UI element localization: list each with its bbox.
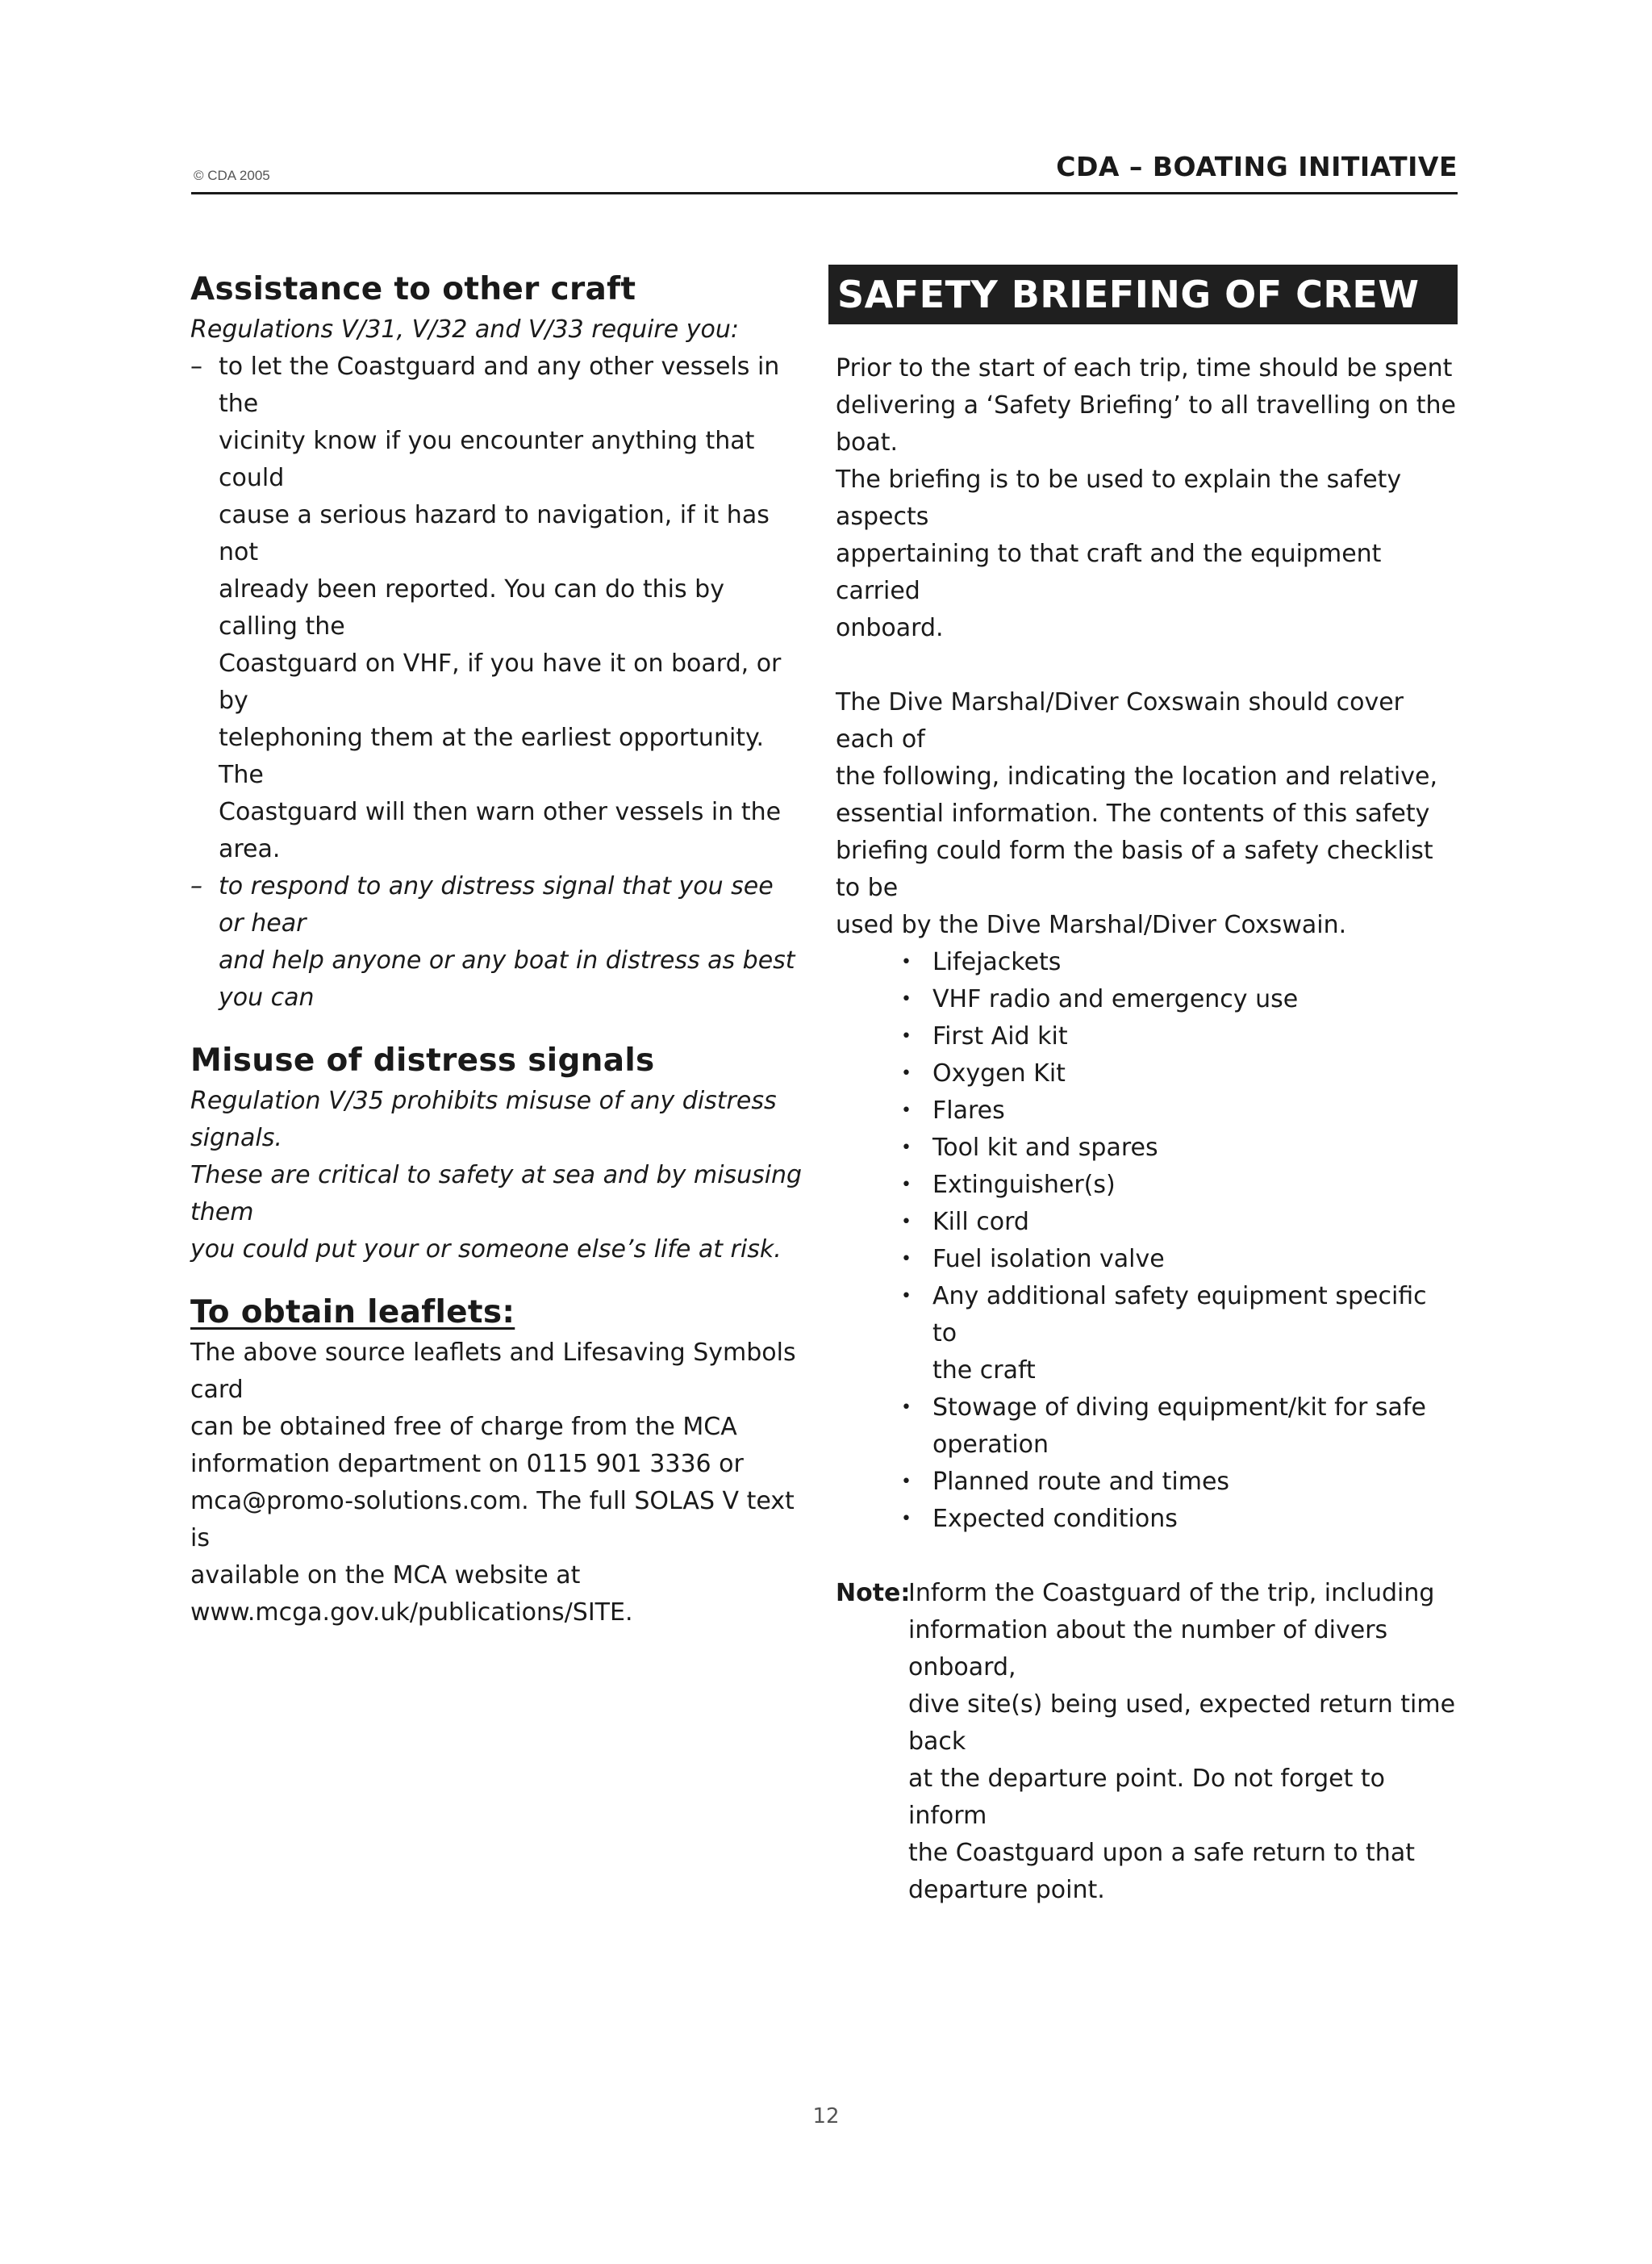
bullet-marker: • (901, 1101, 912, 1121)
misuse-text (190, 1083, 803, 1268)
line: Prior to the start of each trip, time should be spent (836, 354, 1453, 382)
list-item (836, 1055, 1458, 1092)
item-text: Kill cord (932, 1208, 1029, 1236)
dash-marker: – (190, 872, 202, 900)
list-item (836, 944, 1458, 981)
bullet-marker: • (901, 1249, 912, 1269)
item-text: operation (932, 1431, 1049, 1459)
line: at the departure point. Do not forget to inform (908, 1765, 1386, 1830)
line: The briefing is to be used to explain the safety aspects (836, 466, 1402, 531)
item-text: Lifejackets (932, 948, 1062, 976)
item-text: Flares (932, 1096, 1005, 1125)
line: telephoning them at the earliest opportunity. The (219, 724, 765, 789)
item-text: Extinguisher(s) (932, 1171, 1116, 1199)
list-item (836, 1204, 1458, 1241)
line: The above source leaflets and Lifesaving Symbols card (190, 1339, 796, 1404)
section-leaflets (190, 1291, 803, 1631)
bullet-marker: • (901, 1138, 912, 1158)
item-text: Stowage of diving equipment/kit for safe (932, 1393, 1426, 1422)
line: vicinity know if you encounter anything that could (219, 427, 755, 492)
line: information about the number of divers onboard, (908, 1616, 1388, 1681)
line: delivering a ‘Safety Briefing’ to all travelling on the boat. (836, 391, 1456, 457)
line: the Coastguard upon a safe return to that (908, 1839, 1415, 1867)
note-text (908, 1575, 1458, 1909)
heading-misuse: Misuse of distress signals (190, 1042, 655, 1079)
line: you could put your or someone else’s life at risk. (190, 1235, 782, 1264)
subheading-regulations: Regulations V/31, V/32 and V/33 require you: (190, 315, 739, 344)
copyright-notice: © CDA 2005 (194, 168, 270, 183)
dash-marker: – (190, 353, 202, 381)
bullet-marker: • (901, 1175, 912, 1195)
line: can be obtained free of charge from the MCA (190, 1413, 737, 1441)
list-item (190, 868, 803, 1017)
line: dive site(s) being used, expected return time back (908, 1690, 1456, 1756)
heading-leaflets: To obtain leaflets: (190, 1294, 515, 1330)
line: Coastguard on VHF, if you have it on board, or by (219, 650, 782, 715)
list-item (190, 349, 803, 868)
list-item (836, 1389, 1458, 1464)
list-item (836, 1278, 1458, 1389)
section-assistance (190, 268, 803, 1017)
briefing-intro (836, 350, 1458, 647)
line: The Dive Marshal/Diver Coxswain should cover each of (836, 688, 1404, 754)
line: available on the MCA website at (190, 1561, 581, 1589)
line: to respond to any distress signal that you see or hear (219, 872, 774, 938)
list-item (836, 1130, 1458, 1167)
bullet-marker: • (901, 989, 912, 1009)
list-item (836, 1167, 1458, 1204)
line: briefing could form the basis of a safety checklist to be (836, 837, 1433, 902)
bullet-marker: • (901, 952, 912, 972)
line: www.mcga.gov.uk/publications/SITE. (190, 1598, 633, 1627)
right-column (828, 265, 1458, 1909)
list-item (836, 1241, 1458, 1278)
checklist (836, 944, 1458, 1538)
briefing-coverage (836, 684, 1458, 944)
header-title: CDA – BOATING INITIATIVE (1056, 151, 1458, 182)
item-text: First Aid kit (932, 1022, 1068, 1051)
line: appertaining to that craft and the equipment carried (836, 540, 1382, 605)
item-text: Oxygen Kit (932, 1059, 1066, 1088)
bullet-marker: • (901, 1212, 912, 1232)
item-text: the craft (932, 1356, 1036, 1385)
line: cause a serious hazard to navigation, if it has not (219, 501, 770, 566)
item-text: Planned route and times (932, 1468, 1230, 1496)
bullet-marker: • (901, 1063, 912, 1084)
line: used by the Dive Marshal/Diver Coxswain. (836, 911, 1347, 939)
section-misuse (190, 1039, 803, 1268)
list-item (836, 1501, 1458, 1538)
list-item (836, 1018, 1458, 1055)
left-column (190, 268, 803, 1631)
list-item (836, 1092, 1458, 1130)
item-text: VHF radio and emergency use (932, 985, 1299, 1013)
line: the following, indicating the location and relative, (836, 762, 1438, 791)
bullet-marker: • (901, 1472, 912, 1492)
item-text: Tool kit and spares (932, 1134, 1158, 1162)
line: essential information. The contents of this safety (836, 800, 1430, 828)
bullet-marker: • (901, 1286, 912, 1306)
line: onboard. (836, 614, 944, 642)
item-text: Expected conditions (932, 1505, 1178, 1533)
line: information department on 0115 901 3336 or (190, 1450, 744, 1478)
section-banner: SAFETY BRIEFING OF CREW (828, 265, 1458, 324)
list-item (836, 981, 1458, 1018)
assistance-list (190, 349, 803, 1017)
line: Coastguard will then warn other vessels in the area. (219, 798, 782, 863)
line: Inform the Coastguard of the trip, including (908, 1579, 1435, 1607)
heading-assistance: Assistance to other craft (190, 271, 636, 307)
note-block (836, 1575, 1458, 1909)
line: mca@promo-solutions.com. The full SOLAS V text is (190, 1487, 795, 1552)
bullet-marker: • (901, 1397, 912, 1418)
bullet-marker: • (901, 1509, 912, 1529)
page-number: 12 (812, 2104, 840, 2128)
item-text: Any additional safety equipment specific to (932, 1282, 1427, 1347)
line: to let the Coastguard and any other vessels in the (219, 353, 780, 418)
page-header (191, 144, 1458, 194)
line: departure point. (908, 1876, 1105, 1904)
line: Regulation V/35 prohibits misuse of any distress signals. (190, 1087, 777, 1152)
line: already been reported. You can do this by calling the (219, 575, 724, 641)
note-label: Note: (836, 1579, 911, 1607)
line: and help anyone or any boat in distress as best (219, 946, 795, 975)
line: These are critical to safety at sea and by misusing them (190, 1161, 803, 1226)
item-text: Fuel isolation valve (932, 1245, 1165, 1273)
leaflets-text (190, 1335, 803, 1631)
bullet-marker: • (901, 1026, 912, 1046)
line: you can (219, 984, 315, 1012)
list-item (836, 1464, 1458, 1501)
